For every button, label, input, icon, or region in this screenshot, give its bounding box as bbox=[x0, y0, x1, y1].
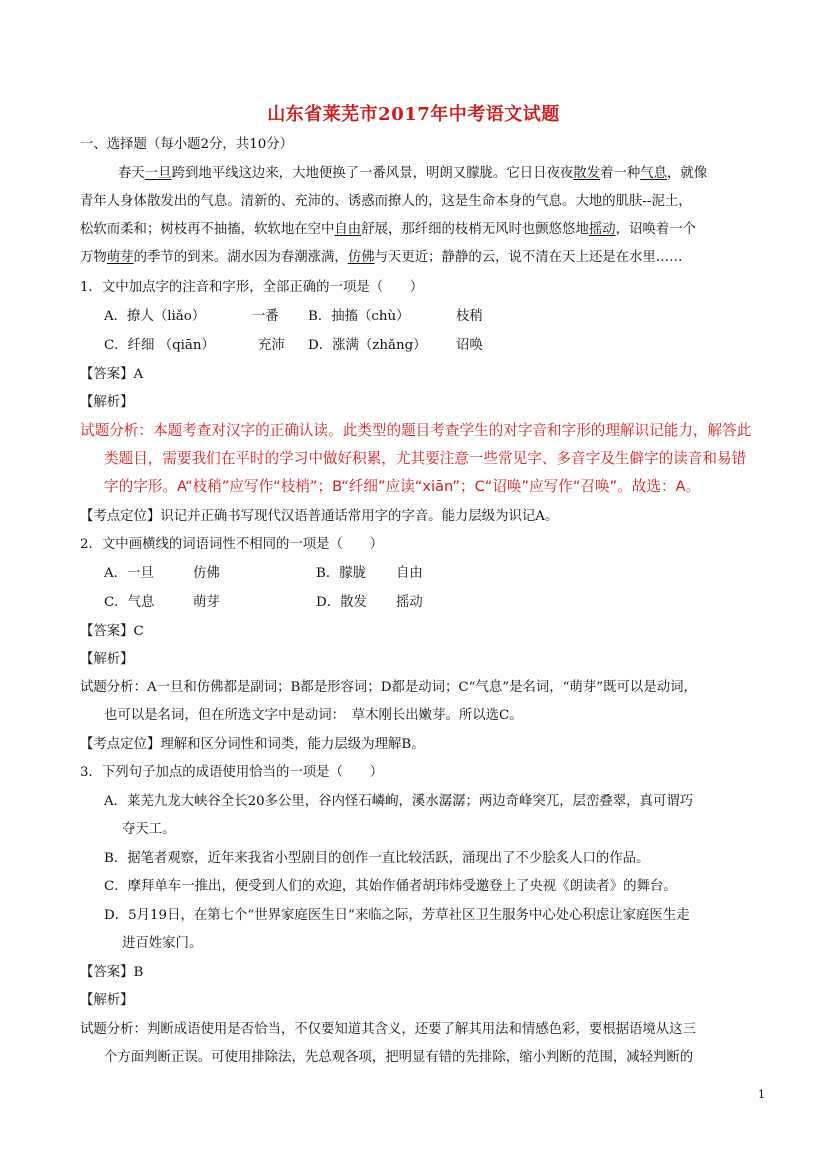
q2-option-d: D．散发 bbox=[316, 595, 367, 610]
q2-option-c-word: 萌芽 bbox=[193, 595, 220, 610]
passage-line-4: 万物萌芽的季节的到来。湖水因为春潮涨满，仿佛与天更近；静静的云，说不清在天上还是在水里…… bbox=[80, 250, 683, 265]
underlined-word: 萌芽 bbox=[106, 250, 134, 265]
q3-option-d-line-2: 进百姓家门。 bbox=[122, 936, 203, 951]
q2-knowledge-point: 【考点定位】理解和区分词性和词类，能力层级为理解B。 bbox=[80, 737, 425, 752]
q2-answer: 【答案】C bbox=[80, 624, 144, 639]
exam-title: 山东省莱芜市2017年中考语文试题 bbox=[267, 104, 560, 125]
underlined-word: 摇动 bbox=[588, 222, 616, 237]
q3-answer: 【答案】B bbox=[80, 965, 144, 980]
q1-option-c-word: 充沛 bbox=[258, 338, 285, 353]
q1-option-a: A．撩人（liǎo） bbox=[104, 309, 206, 324]
q3-analysis-line-2: 个方面判断正误。可使用排除法，先总观各项，把明显有错的先排除，缩小判断的范围，减轻判断的 bbox=[104, 1050, 694, 1065]
underlined-word: 气息 bbox=[640, 166, 668, 181]
page-number: 1 bbox=[758, 1088, 765, 1101]
underlined-word: 散发 bbox=[573, 166, 601, 181]
q1-analysis-line-3: 字的字形。A“枝稍”应写作“枝梢”；B“纤细”应读“xiān”；C“诏唤”应写作“召唤”。故选：A。 bbox=[104, 478, 701, 495]
question-1-stem: 1．文中加点字的注音和字形，全部正确的一项是（ ） bbox=[80, 280, 424, 295]
q2-option-b: B．朦胧 bbox=[316, 566, 367, 581]
q1-option-b-word: 枝稍 bbox=[456, 309, 483, 324]
passage-line-3: 松软而柔和；树枝再不抽搐，软软地在空中自由舒展，那纤细的枝梢无风时也颤悠悠地摇动，诏唤着一个 bbox=[80, 222, 696, 237]
q3-analysis-line-1: 试题分析：判断成语使用是否恰当，不仅要知道其含义，还要了解其用法和情感色彩，要根据语境从这三 bbox=[80, 1022, 696, 1037]
section-heading: 一、选择题（每小题2分，共10分） bbox=[80, 137, 294, 152]
q2-option-a-word: 仿佛 bbox=[193, 566, 220, 581]
q1-analysis-line-1: 试题分析：本题考查对汉字的正确认读。此类型的题目考查学生的对字音和字形的理解识记能力，解答此 bbox=[80, 422, 752, 439]
q2-option-d-word: 摇动 bbox=[396, 595, 423, 610]
underlined-word: 一旦 bbox=[144, 166, 172, 181]
q3-option-a-line-2: 夺天工。 bbox=[122, 822, 176, 837]
q1-analysis-label: 【解析】 bbox=[80, 395, 134, 410]
q1-option-c: C．纤细 （qiān） bbox=[104, 338, 215, 353]
passage-line-2: 青年人身体散发出的气息。清新的、充沛的、诱惑而撩人的，这是生命本身的气息。大地的肌肤--泥土， bbox=[80, 194, 692, 209]
q2-analysis-line-1: 试题分析：A一旦和仿佛都是副词；B都是形容词；D都是动词；C“气息”是名词，“萌芽”既可以是动词， bbox=[80, 680, 697, 695]
q3-option-c: C．摩拜单车一推出，便受到人们的欢迎，其始作俑者胡玮炜受邀登上了央视《朗读者》的舞台。 bbox=[104, 879, 677, 894]
q2-option-c: C．气息 bbox=[104, 595, 155, 610]
question-3-stem: 3．下列句子加点的成语使用恰当的一项是（ ） bbox=[80, 765, 384, 780]
q3-option-a-line-1: A．莱芜九龙大峡谷全长20多公里，谷内怪石嶙峋，溪水潺潺；两边奇峰突兀，层峦叠翠，真可谓巧 bbox=[104, 794, 694, 809]
q1-knowledge-point: 【考点定位】识记并正确书写现代汉语普通话常用字的字音。能力层级为识记A。 bbox=[80, 509, 559, 524]
q2-analysis-line-2: 也可以是名词，但在所选文字中是动词： 草木刚长出嫩芽。所以选C。 bbox=[104, 708, 523, 723]
q1-answer: 【答案】A bbox=[80, 367, 144, 382]
q1-analysis-line-2: 类题目，需要我们在平时的学习中做好积累，尤其要注意一些常见字、多音字及生僻字的读音和易错 bbox=[104, 450, 747, 467]
underlined-word: 仿佛 bbox=[347, 250, 375, 265]
q1-option-a-word: 一番 bbox=[252, 309, 279, 324]
q3-option-b: B．据笔者观察，近年来我省小型剧目的创作一直比较活跃，涌现出了不少脍炙人口的作品。 bbox=[104, 851, 650, 866]
passage-line-1: 春天一旦跨到地平线这边来，大地便换了一番风景，明朗又朦胧。它日日夜夜散发着一种气息，就像 bbox=[118, 166, 708, 181]
q1-option-d-word: 诏唤 bbox=[456, 338, 483, 353]
underlined-word: 自由 bbox=[334, 222, 362, 237]
question-2-stem: 2．文中画横线的词语词性不相同的一项是（ ） bbox=[80, 537, 384, 552]
q1-option-d: D．涨满（zhǎng） bbox=[308, 338, 427, 353]
q2-option-b-word: 自由 bbox=[396, 566, 423, 581]
q3-option-d-line-1: D．5月19日，在第七个“世界家庭医生日”来临之际，芳草社区卫生服务中心处心积虑让家庭医生走 bbox=[104, 908, 690, 923]
q2-option-a: A．一旦 bbox=[104, 566, 154, 581]
q1-option-b: B．抽搐（chù） bbox=[308, 309, 410, 324]
q3-analysis-label: 【解析】 bbox=[80, 993, 134, 1008]
q2-analysis-label: 【解析】 bbox=[80, 652, 134, 667]
